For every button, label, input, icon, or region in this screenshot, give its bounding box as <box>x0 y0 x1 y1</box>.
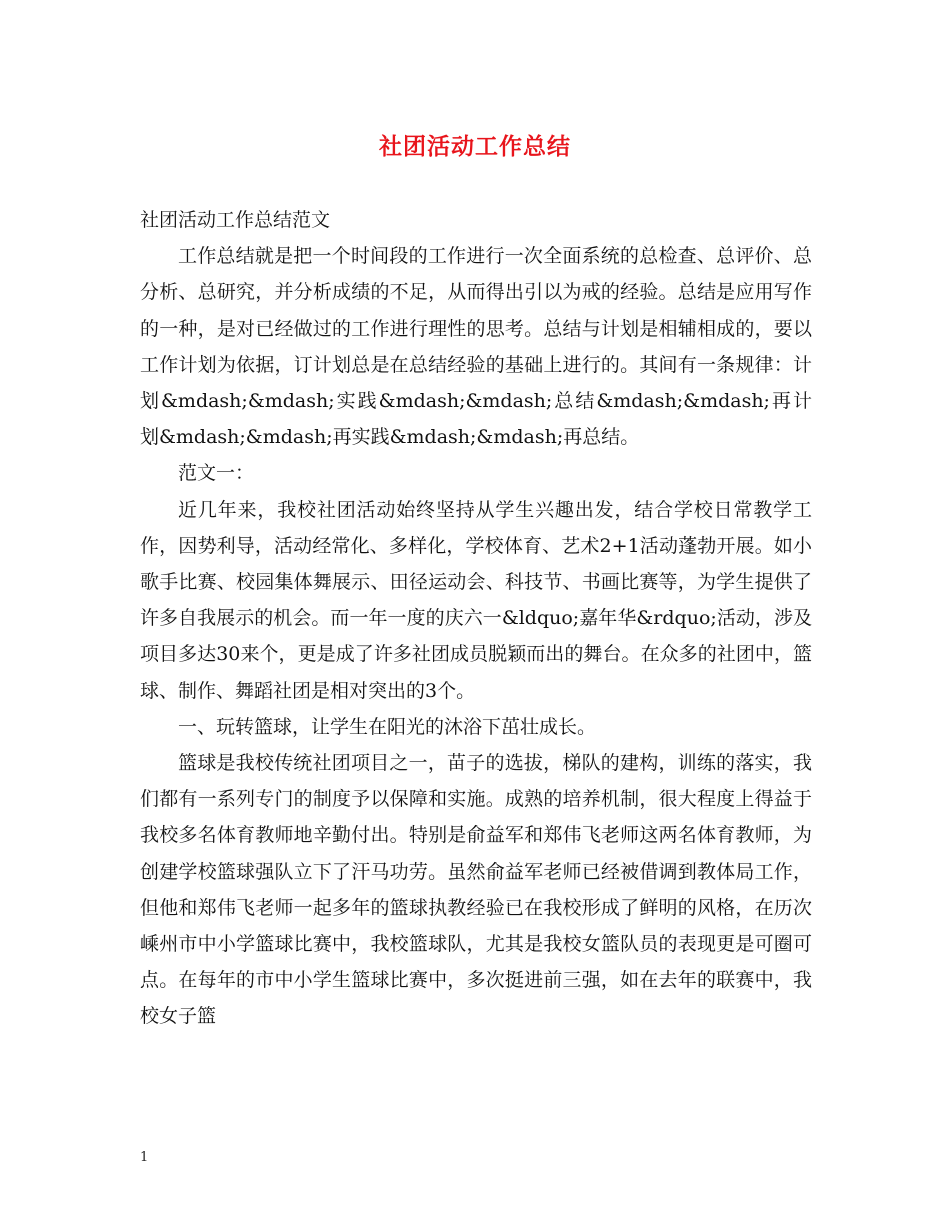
paragraph-overview: 近几年来，我校社团活动始终坚持从学生兴趣出发，结合学校日常教学工作，因势利导，活动经常化、多样化，学校体育、艺术2+1活动蓬勃开展。如小歌手比赛、校园集体舞展示、田径运动会、科技节、书画比赛等，为学生提供了许多自我展示的机会。而一年一度的庆六一&ldquo;嘉年华&rdquo;活动，涉及项目多达30来个，更是成了许多社团成员脱颖而出的舞台。在众多的社团中，篮球、制作、舞蹈社团是相对突出的3个。 <box>140 498 812 702</box>
document-title: 社团活动工作总结 <box>379 133 571 160</box>
paragraph-intro: 工作总结就是把一个时间段的工作进行一次全面系统的总检查、总评价、总分析、总研究，并分析成绩的不足，从而得出引以为戒的经验。总结是应用写作的一种，是对已经做过的工作进行理性的思考。总结与计划是相辅相成的，要以工作计划为依据，订计划总是在总结经验的基础上进行的。其间有一条规律：计划&mdash;&mdash;实践&mdash;&mdash;总结&mdash;&mdash;再计划&mdash;&mdash;再实践&mdash;&mdash;再总结。 <box>140 245 812 449</box>
paragraph-basketball: 篮球是我校传统社团项目之一，苗子的选拔，梯队的建构，训练的落实，我们都有一系列专门的制度予以保障和实施。成熟的培养机制，很大程度上得益于我校多名体育教师地辛勤付出。特别是俞益军和郑伟飞老师这两名体育教师，为创建学校篮球强队立下了汗马功劳。虽然俞益军老师已经被借调到教体局工作，但他和郑伟飞老师一起多年的篮球执教经验已在我校形成了鲜明的风格，在历次嵊州市中小学篮球比赛中，我校篮球队，尤其是我校女篮队员的表现更是可圈可点。在每年的市中小学生篮球比赛中，多次挺进前三强，如在去年的联赛中，我校女子篮 <box>140 752 812 1028</box>
paragraph-example-label: 范文一： <box>178 462 255 485</box>
document-body <box>140 202 812 1035</box>
document-subtitle: 社团活动工作总结范文 <box>140 209 331 231</box>
paragraph-section-heading: 一、玩转篮球，让学生在阳光的沐浴下茁壮成长。 <box>178 715 597 738</box>
page-number: 1 <box>140 1150 149 1165</box>
